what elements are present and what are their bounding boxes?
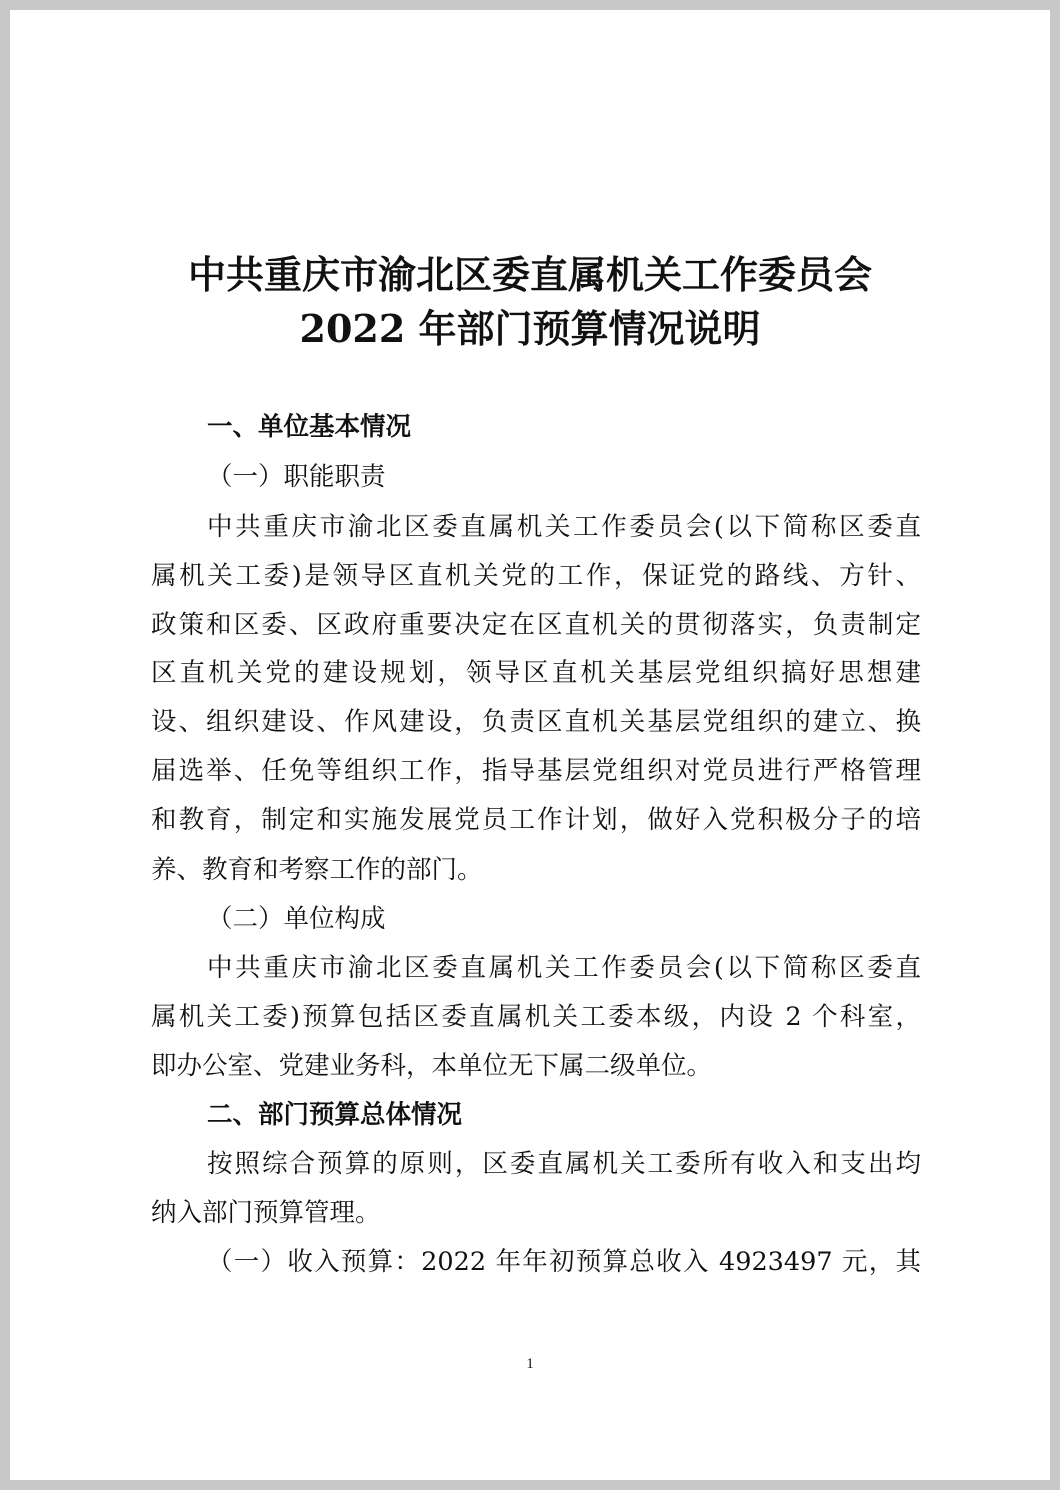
subsection-heading-composition: （二）单位构成: [207, 904, 386, 934]
document-title-line-2: 2022 年部门预算情况说明: [299, 306, 761, 351]
paragraph-line: 属机关工委)预算包括区委直属机关工委本级，内设 2 个科室，: [151, 1002, 921, 1032]
document-title-line-1: 中共重庆市渝北区委直属机关工作委员会: [187, 252, 872, 297]
paragraph-line: 养、教育和考察工作的部门。: [151, 855, 483, 885]
paragraph-line: 政策和区委、区政府重要决定在区直机关的贯彻落实，负责制定: [151, 610, 921, 640]
paragraph-line: 届选举、任免等组织工作，指导基层党组织对党员进行严格管理: [151, 756, 921, 786]
paragraph-line: 按照综合预算的原则，区委直属机关工委所有收入和支出均: [207, 1149, 921, 1179]
paragraph-line: 即办公室、党建业务科，本单位无下属二级单位。: [151, 1051, 713, 1081]
subsection-heading-functions: （一）职能职责: [207, 462, 386, 492]
section-heading-budget-overview: 二、部门预算总体情况: [207, 1100, 463, 1130]
paragraph-line: 区直机关党的建设规划，领导区直机关基层党组织搞好思想建: [151, 658, 921, 688]
document-page: [10, 10, 1050, 1480]
paragraph-line: 和教育，制定和实施发展党员工作计划，做好入党积极分子的培: [151, 805, 921, 835]
paragraph-line: 中共重庆市渝北区委直属机关工作委员会(以下简称区委直: [207, 512, 921, 542]
page-number: 1: [526, 1356, 534, 1372]
paragraph-line: 中共重庆市渝北区委直属机关工作委员会(以下简称区委直: [207, 953, 921, 983]
section-heading-basic-info: 一、单位基本情况: [207, 412, 412, 442]
paragraph-line: 纳入部门预算管理。: [151, 1198, 381, 1228]
paragraph-line: 属机关工委)是领导区直机关党的工作，保证党的路线、方针、: [151, 561, 921, 591]
paragraph-line: （一）收入预算：2022 年年初预算总收入 4923497 元，其: [207, 1247, 921, 1277]
paragraph-line: 设、组织建设、作风建设，负责区直机关基层党组织的建立、换: [151, 707, 921, 737]
